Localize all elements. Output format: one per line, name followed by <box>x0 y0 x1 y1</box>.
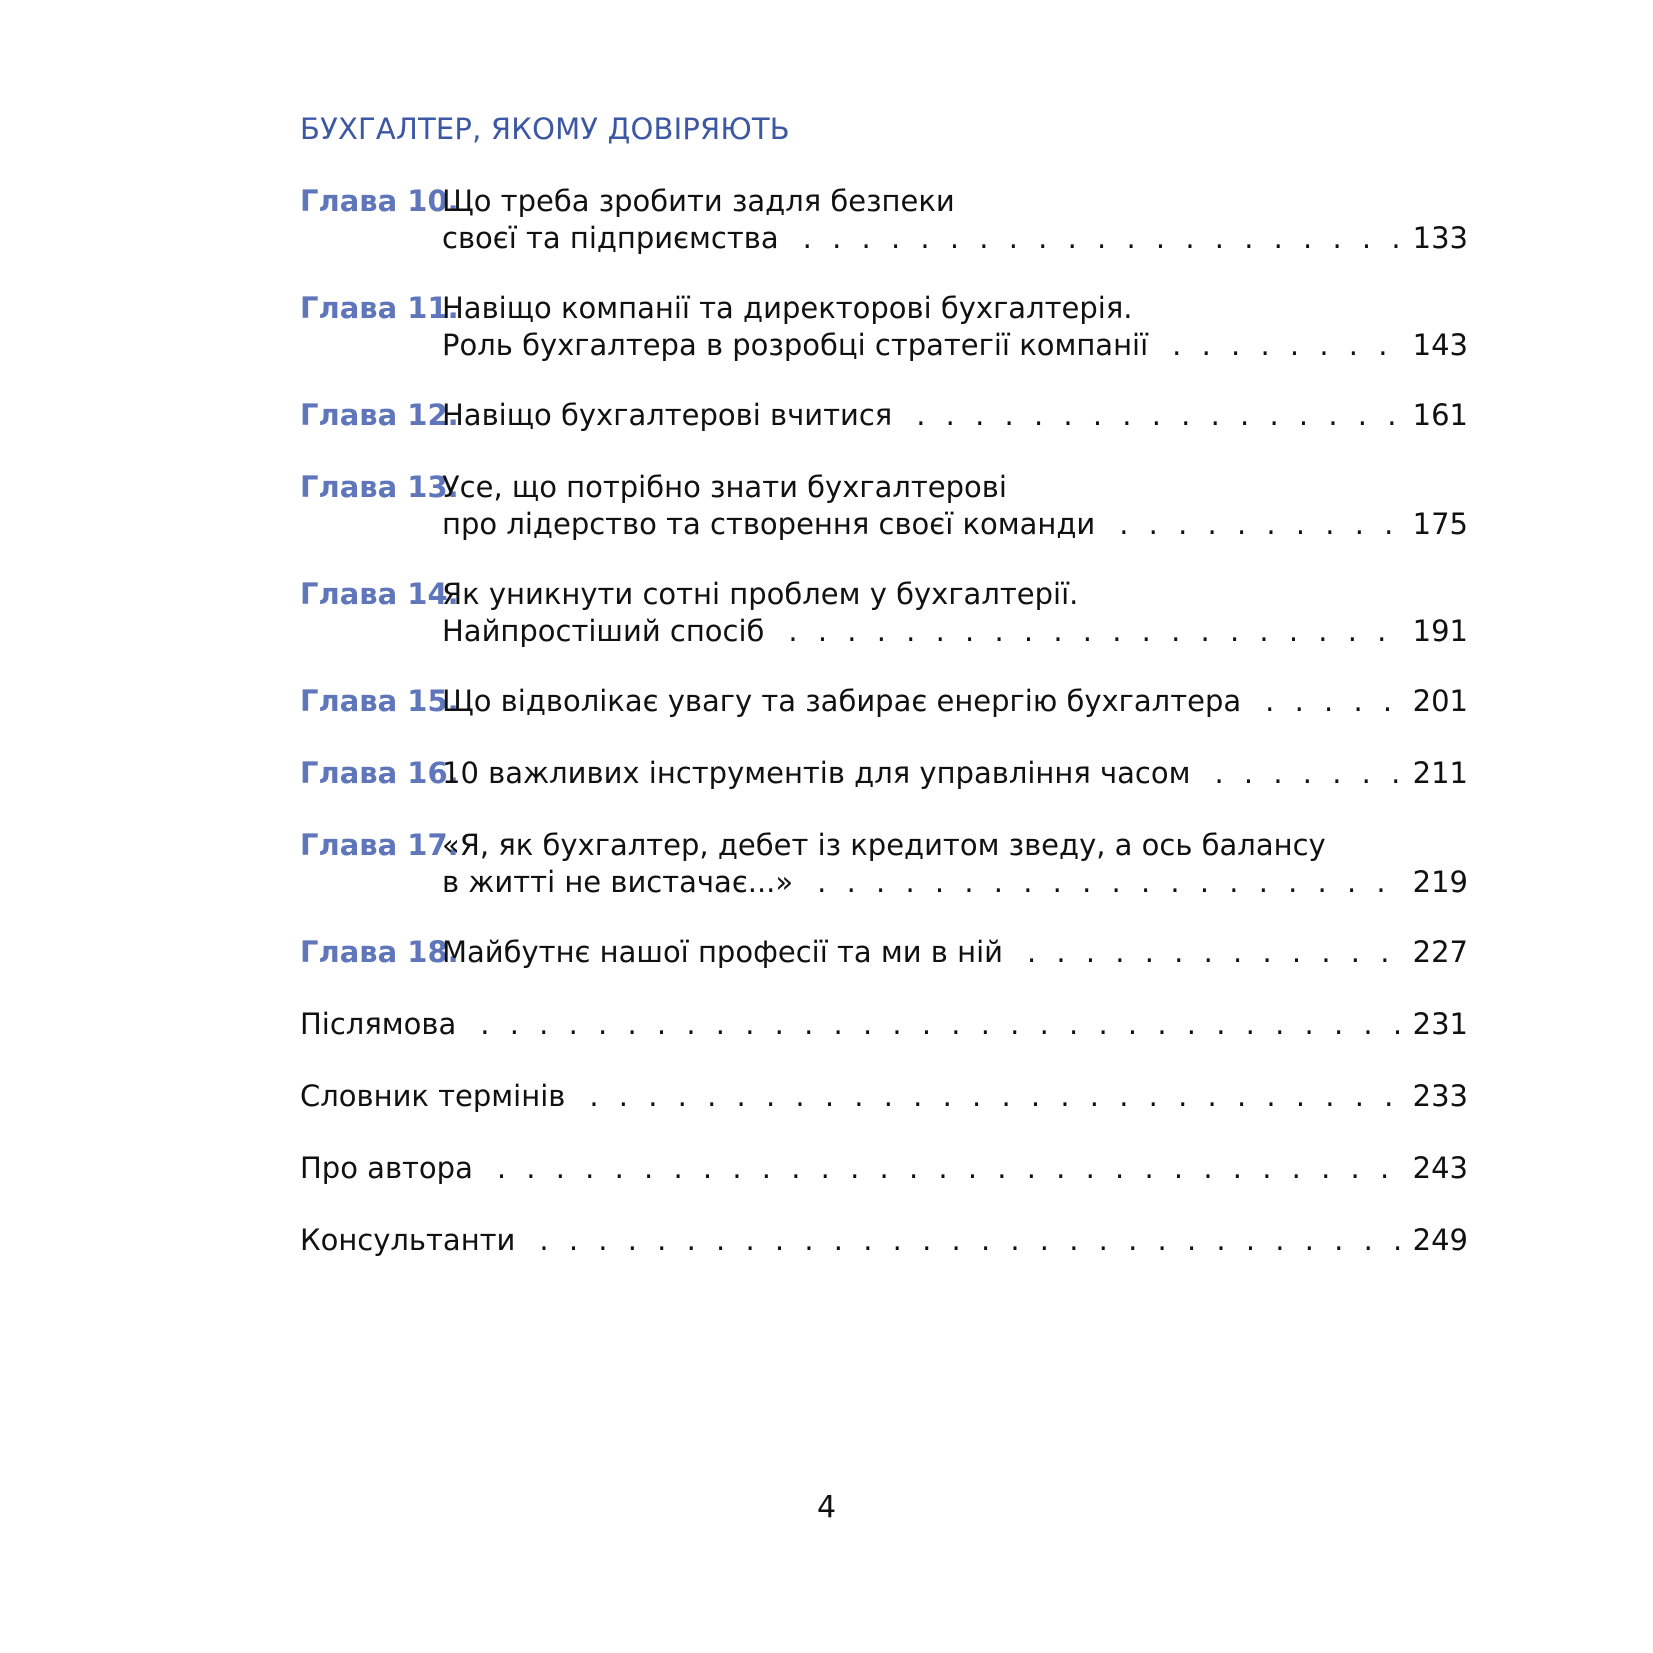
page-number: 191 <box>1412 614 1468 648</box>
toc-entry-chapter-14[interactable] <box>300 576 1468 650</box>
chapter-title-line2: про лідерство та створення своєї команди <box>442 507 1096 541</box>
chapter-title-line2: Найпростіший спосіб <box>442 614 765 648</box>
dot-leader <box>1172 327 1404 364</box>
toc-entry-chapter-16[interactable] <box>300 755 1468 792</box>
toc-entry-glossary[interactable] <box>300 1078 1468 1115</box>
dot-leader <box>916 397 1404 434</box>
toc-entry-consultants[interactable] <box>300 1222 1468 1259</box>
toc-page <box>300 0 1468 1653</box>
toc-entry-chapter-18[interactable] <box>300 934 1468 971</box>
page-number: 175 <box>1412 507 1468 541</box>
chapter-label: Глава 17. <box>300 828 459 862</box>
toc-entry-about-author[interactable] <box>300 1150 1468 1187</box>
chapter-title-line1: Як уникнути сотні проблем у бухгалтерії. <box>442 577 1079 611</box>
dot-leader <box>803 220 1405 257</box>
chapter-title-line1: Усе, що потрібно знати бухгалтерові <box>442 470 1007 504</box>
toc-entry-chapter-17[interactable] <box>300 827 1468 901</box>
chapter-label: Глава 14. <box>300 577 459 611</box>
chapter-label: Глава 15. <box>300 684 459 718</box>
dot-leader <box>497 1150 1405 1187</box>
chapter-title-line2: Роль бухгалтера в розробці стратегії компанії <box>442 328 1149 362</box>
toc-entry-chapter-12[interactable] <box>300 397 1468 434</box>
page-number: 219 <box>1412 865 1468 899</box>
section-title: БУХГАЛТЕР, ЯКОМУ ДОВІРЯЮТЬ <box>300 112 790 146</box>
dot-leader <box>817 864 1405 901</box>
dot-leader <box>1265 683 1405 720</box>
chapter-title-line1: Навіщо компанії та директорові бухгалтерія. <box>442 291 1133 325</box>
page-number: 133 <box>1412 221 1468 255</box>
dot-leader <box>1119 506 1404 543</box>
chapter-label: Глава 16. <box>300 756 459 790</box>
page-number: 161 <box>1412 398 1468 432</box>
chapter-title-line2: в житті не вистачає...» <box>442 865 794 899</box>
page-number: 231 <box>1412 1007 1468 1041</box>
toc-entry-afterword[interactable] <box>300 1006 1468 1043</box>
dot-leader <box>1214 755 1404 792</box>
toc-entry-chapter-11[interactable] <box>300 290 1468 364</box>
chapter-label: Глава 10. <box>300 184 459 218</box>
chapter-title-line1: Що відволікає увагу та забирає енергію бухгалтера <box>442 684 1242 718</box>
entry-title: Консультанти <box>300 1223 516 1257</box>
chapter-title-line1: Майбутнє нашої професії та ми в ній <box>442 935 1003 969</box>
page-number: 233 <box>1412 1079 1468 1113</box>
page-number: 201 <box>1412 684 1468 718</box>
toc-entry-chapter-13[interactable] <box>300 469 1468 543</box>
dot-leader <box>480 1006 1404 1043</box>
dot-leader <box>788 613 1404 650</box>
page-number: 249 <box>1412 1223 1468 1257</box>
chapter-title-line2: своєї та підприємства <box>442 221 779 255</box>
entry-title: Про автора <box>300 1151 473 1185</box>
page-number: 243 <box>1412 1151 1468 1185</box>
chapter-title-line1: Що треба зробити задля безпеки <box>442 184 955 218</box>
chapter-label: Глава 11. <box>300 291 459 325</box>
page-folio-number: 4 <box>816 1490 837 1525</box>
chapter-label: Глава 13. <box>300 470 459 504</box>
page-number: 143 <box>1412 328 1468 362</box>
page-number: 211 <box>1412 756 1468 790</box>
entry-title: Словник термінів <box>300 1079 566 1113</box>
chapter-title-line1: 10 важливих інструментів для управління часом <box>442 756 1191 790</box>
page-number: 227 <box>1412 935 1468 969</box>
toc-entry-chapter-15[interactable] <box>300 683 1468 720</box>
toc-entry-chapter-10[interactable] <box>300 183 1468 257</box>
entry-title: Післямова <box>300 1007 457 1041</box>
dot-leader <box>1027 934 1405 971</box>
chapter-title-line1: «Я, як бухгалтер, дебет із кредитом зведу, а ось балансу <box>442 828 1326 862</box>
chapter-label: Глава 18. <box>300 935 459 969</box>
chapter-title-line1: Навіщо бухгалтерові вчитися <box>442 398 893 432</box>
chapter-label: Глава 12. <box>300 398 459 432</box>
dot-leader <box>589 1078 1404 1115</box>
dot-leader <box>539 1222 1404 1259</box>
